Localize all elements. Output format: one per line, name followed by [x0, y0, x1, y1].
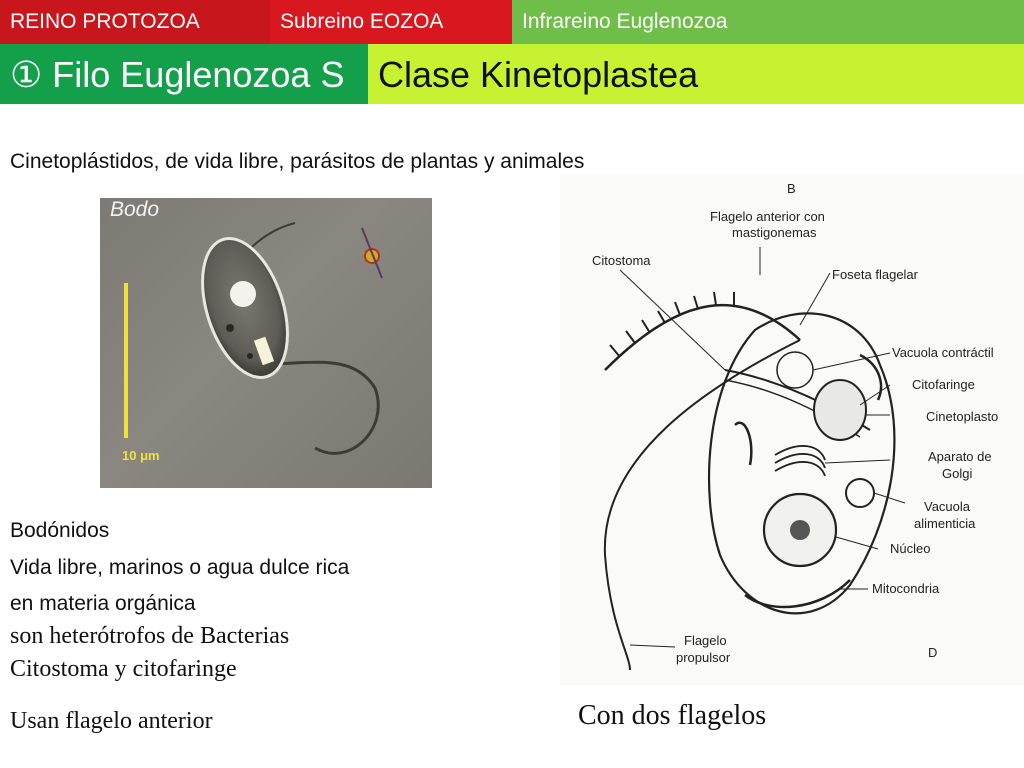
- label-citostoma: Citostoma: [592, 253, 651, 268]
- diagram-footer-caption: Con dos flagelos: [578, 700, 767, 731]
- diagram-letter-b: B: [787, 181, 796, 196]
- photo-label-bodo: Bodo: [110, 198, 160, 221]
- tab-subreino-eozoa: Subreino EOZOA: [270, 0, 512, 44]
- bodo-cell-illustration: [100, 198, 432, 488]
- label-flagelo-propulsor-1: Flagelo: [684, 633, 727, 648]
- body-line-vida-libre: Vida libre, marinos o agua dulce rica: [10, 556, 350, 579]
- label-mitocondria: Mitocondria: [872, 581, 940, 596]
- phylum-title: ① Filo Euglenozoa S: [0, 44, 368, 104]
- tab-infrareino-euglenozoa: Infrareino Euglenozoa: [512, 0, 1024, 44]
- subtitle-caption: Cinetoplástidos, de vida libre, parásitos de plantas y animales: [10, 150, 585, 173]
- label-foseta-flagelar: Foseta flagelar: [832, 267, 918, 282]
- label-vacuola-alimenticia-2: alimenticia: [914, 516, 976, 531]
- label-vacuola-alimenticia-1: Vacuola: [924, 499, 971, 514]
- label-cinetoplasto: Cinetoplasto: [926, 409, 999, 424]
- body-line-citostoma: Citostoma y citofaringe: [10, 656, 237, 682]
- label-flagelo-anterior-2: mastigonemas: [732, 225, 817, 240]
- bodo-diagram: [560, 175, 1024, 685]
- diagram-letter-d: D: [928, 645, 938, 660]
- body-line-flagelo: Usan flagelo anterior: [10, 708, 213, 734]
- label-flagelo-anterior-1: Flagelo anterior con: [710, 209, 825, 224]
- scale-bar-label: 10 μm: [122, 448, 160, 463]
- label-aparato-golgi-2: Golgi: [942, 466, 973, 481]
- body-line-heterotrofos: son heterótrofos de Bacterias: [10, 623, 290, 649]
- body-line-bodonidos: Bodónidos: [10, 519, 110, 542]
- label-citofaringe: Citofaringe: [912, 377, 975, 392]
- class-title: Clase Kinetoplastea: [368, 44, 1024, 104]
- label-aparato-golgi-1: Aparato de: [928, 449, 992, 464]
- bodo-micrograph: [100, 198, 432, 488]
- tab-reino-protozoa: REINO PROTOZOA: [0, 0, 270, 44]
- label-vacuola-contractil: Vacuola contráctil: [892, 345, 994, 360]
- label-flagelo-propulsor-2: propulsor: [676, 650, 731, 665]
- label-nucleo: Núcleo: [890, 541, 931, 556]
- body-line-materia: en materia orgánica: [10, 592, 196, 615]
